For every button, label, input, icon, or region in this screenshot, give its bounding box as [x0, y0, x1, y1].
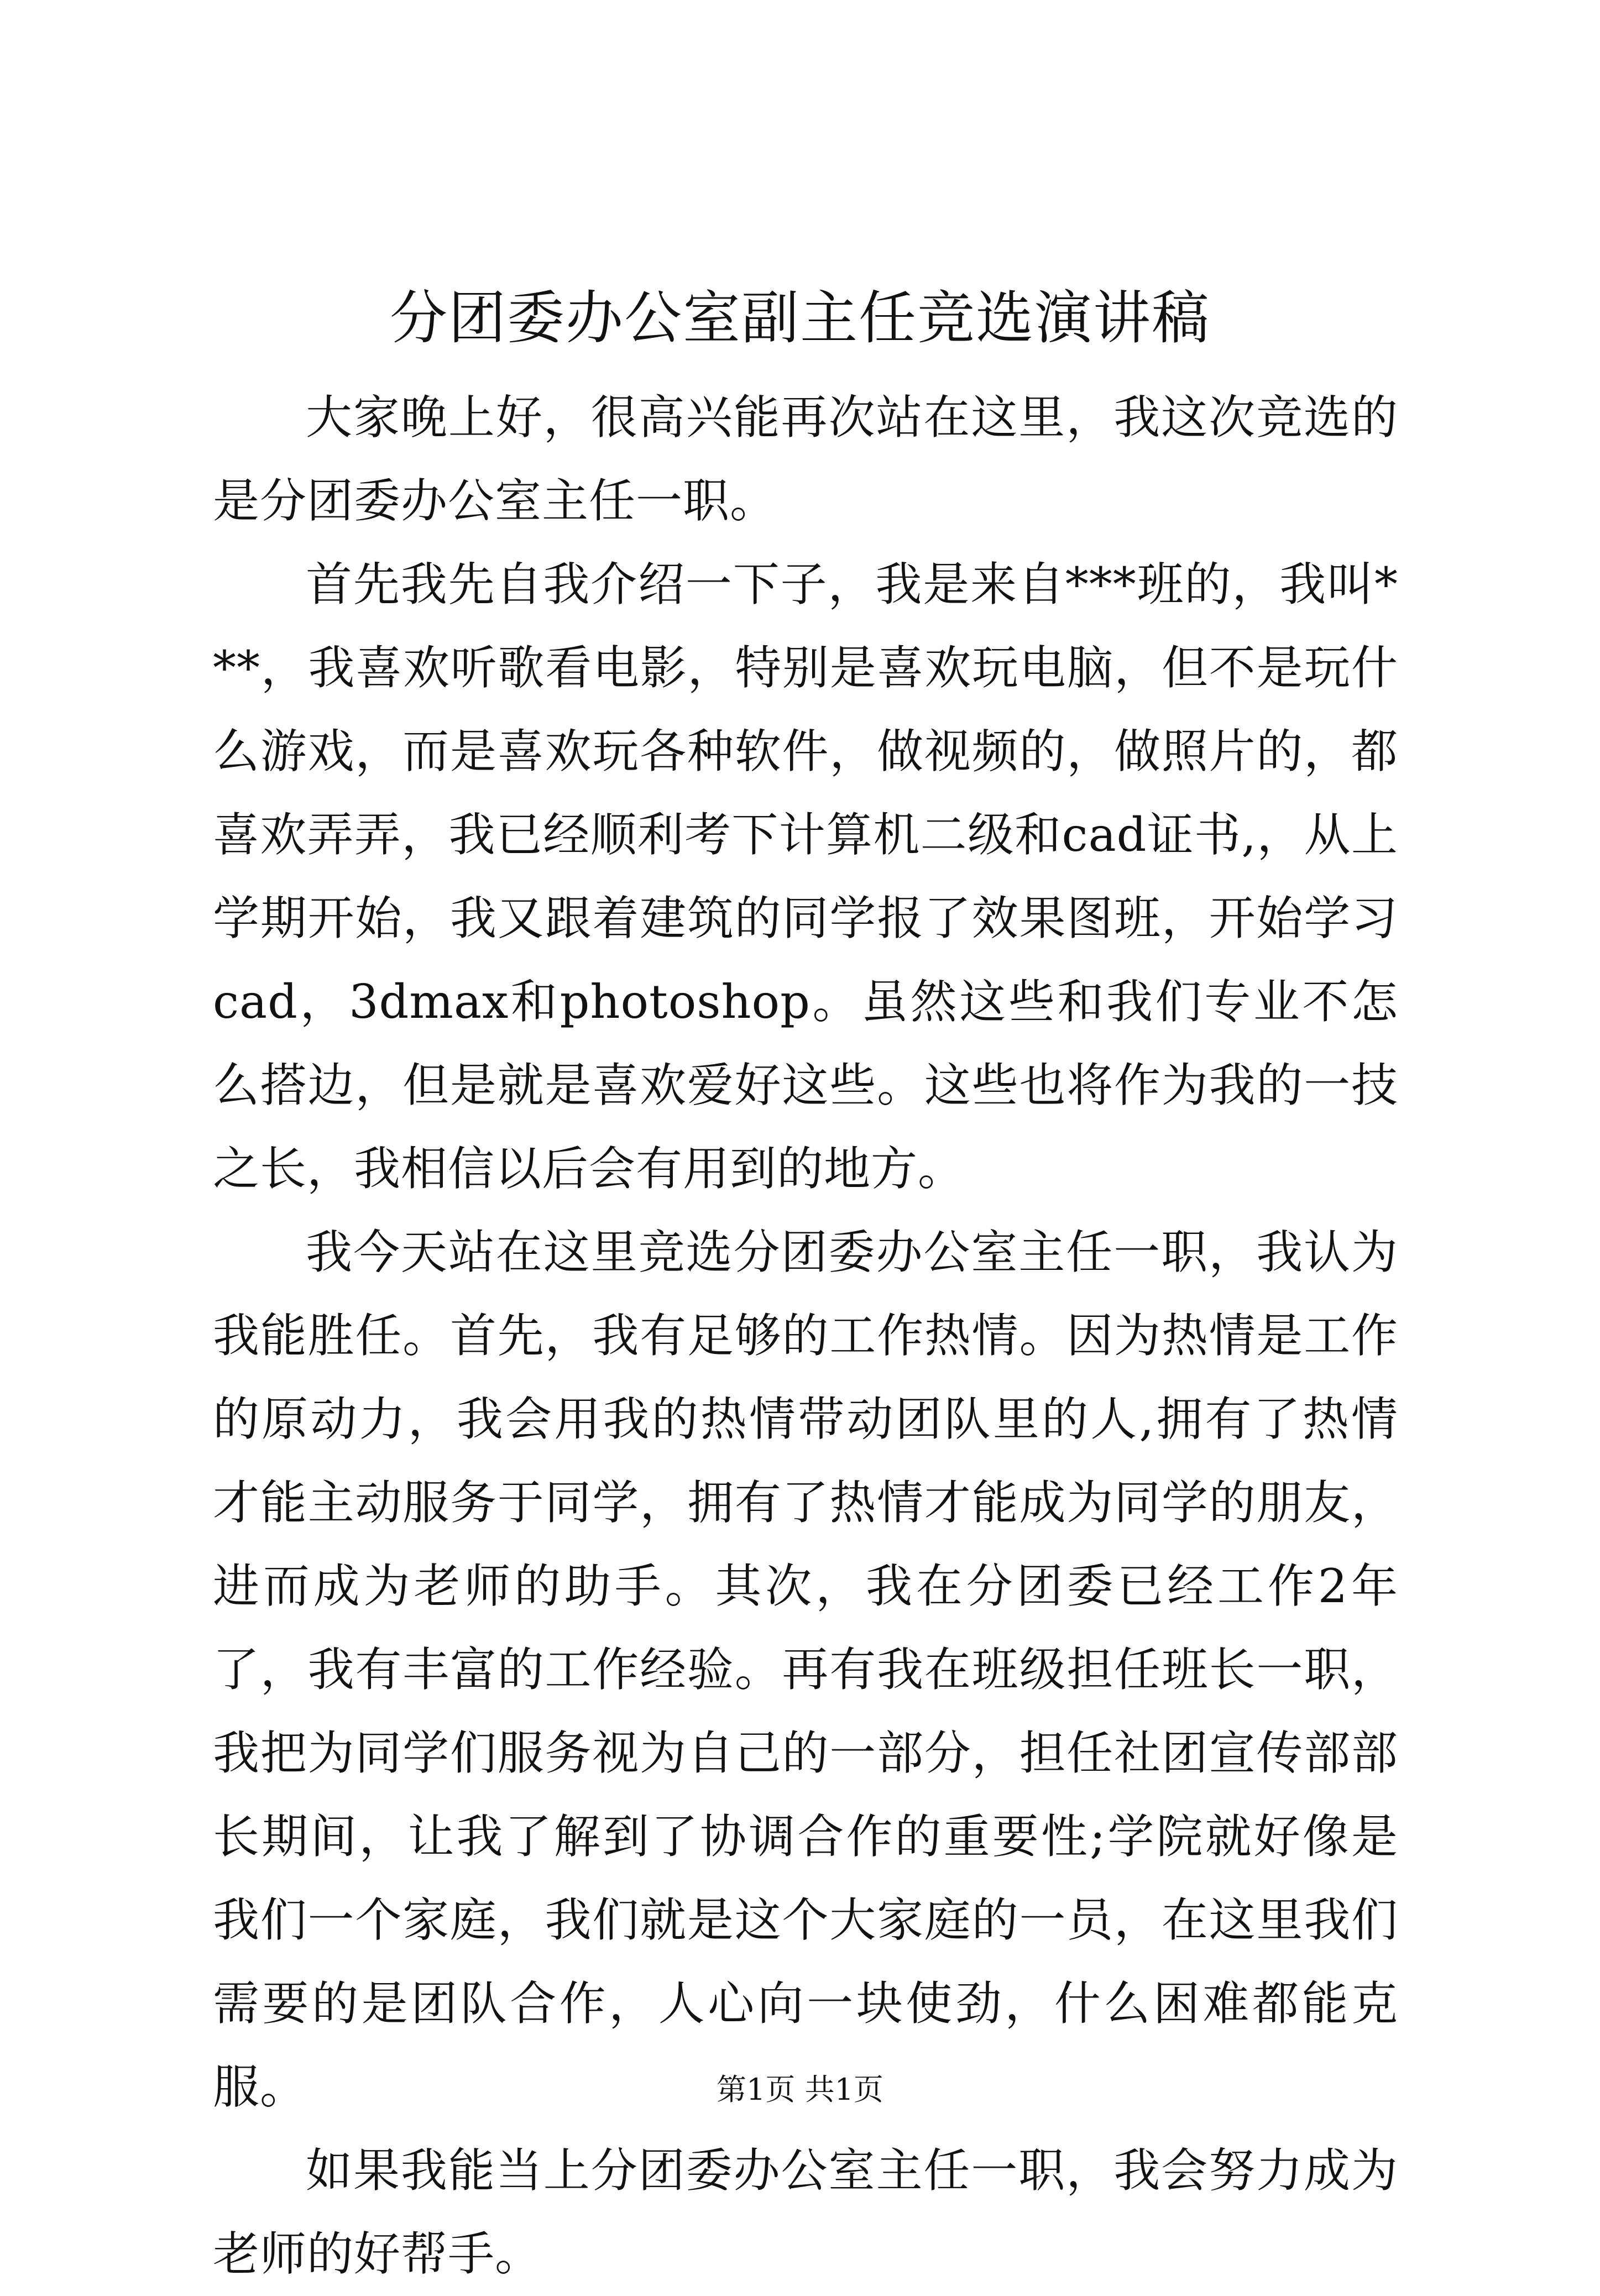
paragraph-closing: 如果我能当上分团委办公室主任一职，我会努力成为老师的好帮手。 — [213, 2143, 1398, 2281]
paragraph-self-introduction: 首先我先自我介绍一下子，我是来自***班的，我叫***，我喜欢听歌看电影，特别是喜欢玩电脑，但不是玩什么游戏，而是喜欢玩各种软件，做视频的，做照片的，都喜欢弄弄，我已经顺利考下计算机二级和cad证书,，从上学期开始，我又跟着建筑的同学报了效果图班，开始学习cad，3dmax和photoshop。虽然这些和我们专业不怎么搭边，但是就是喜欢爱好这些。这些也将作为我的一技之长，我相信以后会有用到的地方。 — [213, 557, 1398, 1196]
page-number: 第1页 共1页 — [717, 2072, 883, 2107]
document-body — [213, 376, 1398, 2296]
page-footer — [0, 2070, 1600, 2109]
document-title: 分团委办公室副主任竞选演讲稿 — [389, 284, 1210, 352]
paragraph-qualifications: 我今天站在这里竞选分团委办公室主任一职，我认为我能胜任。首先，我有足够的工作热情。因为热情是工作的原动力，我会用我的热情带动团队里的人,拥有了热情才能主动服务于同学，拥有了热情才能成为同学的朋友，进而成为老师的助手。其次，我在分团委已经工作2年了，我有丰富的工作经验。再有我在班级担任班长一职，我把为同学们服务视为自己的一部分，担任社团宣传部部长期间，让我了解到了协调合作的重要性;学院就好像是我们一个家庭，我们就是这个大家庭的一员，在这里我们需要的是团队合作，人心向一块使劲，什么困难都能克服。 — [213, 1225, 1398, 2114]
paragraph-greeting: 大家晚上好，很高兴能再次站在这里，我这次竞选的是分团委办公室主任一职。 — [213, 390, 1398, 528]
